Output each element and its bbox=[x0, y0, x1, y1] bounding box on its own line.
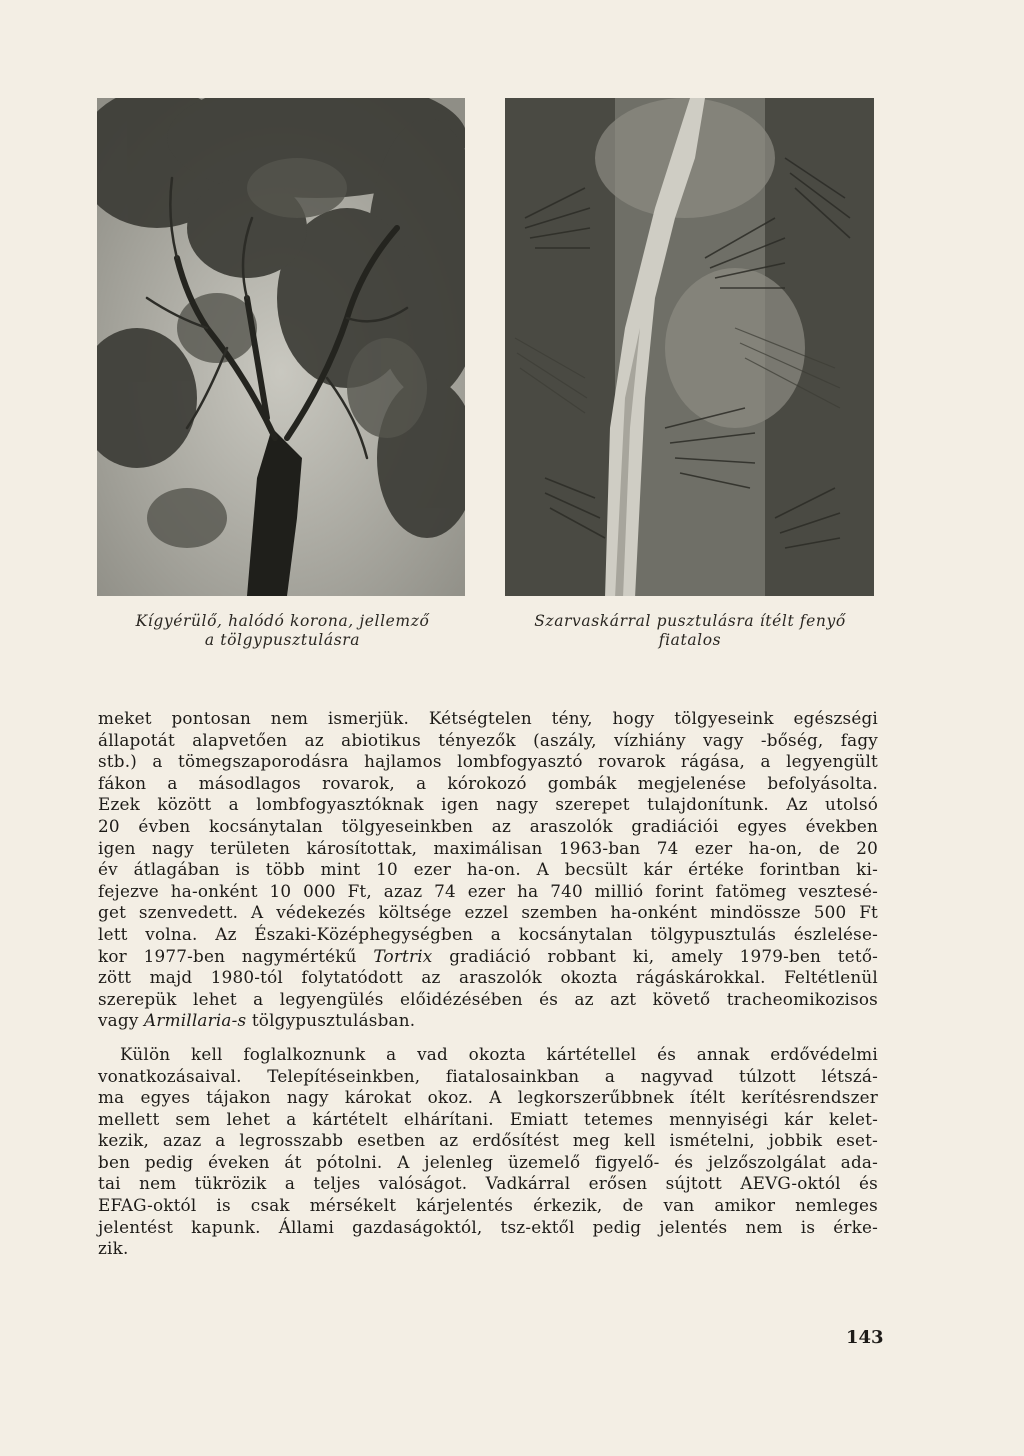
text-line: lett volna. Az Északi-Középhegységben a kocsánytalan tölgypusztulás észlelése- bbox=[98, 923, 878, 944]
text-line bbox=[98, 946, 878, 968]
paragraph-1 bbox=[98, 708, 878, 1032]
text-line: fejezve ha-onként 10 000 Ft, azaz 74 ezer ha 740 millió forint fatömeg vesztesé- bbox=[98, 880, 878, 901]
text-line: igen nagy területen károsítottak, maximálisan 1963-ban 74 ezer ha-on, de 20 bbox=[98, 837, 878, 858]
text-line: tai nem tükrözik a teljes valóságot. Vadkárral erősen sújtott AEVG-októl és bbox=[98, 1173, 878, 1194]
text-line: vonatkozásaival. Telepítéseinkben, fiatalosainkban a nagyvad túlzott létszá- bbox=[98, 1065, 878, 1086]
text-line bbox=[98, 1010, 878, 1032]
text-line: meket pontosan nem ismerjük. Kétségtelen tény, hogy tölgyeseink egészségi bbox=[98, 708, 878, 728]
text-line: get szenvedett. A védekezés költsége ezzel szemben ha-onként mindössze 500 Ft bbox=[98, 902, 878, 923]
text-line: ma egyes tájakon nagy károkat okoz. A legkorszerűbbnek ítélt kerítésrendszer bbox=[98, 1087, 878, 1108]
text-line: zött majd 1980-tól folytatódott az araszolók okozta rágáskárokkal. Feltétlenül bbox=[98, 967, 878, 988]
text-line: mellett sem lehet a kártételt elhárítani. Emiatt tetemes mennyiségi kár kelet- bbox=[98, 1108, 878, 1129]
text-line: stb.) a tömegszaporodásra hajlamos lombfogyasztó rovarok rágása, a legyengült bbox=[98, 751, 878, 772]
text-line: állapotát alapvetően az abiotikus tényezők (aszály, vízhiány vagy -bőség, fagy bbox=[98, 729, 878, 750]
text-fragment: vagy bbox=[98, 1010, 145, 1031]
caption-right-line1: Szarvaskárral pusztulásra ítélt fenyő bbox=[534, 612, 846, 630]
caption-left-line1: Kígyérülő, halódó korona, jellemző bbox=[135, 612, 430, 630]
text-fragment: tölgypusztulásban. bbox=[246, 1010, 416, 1031]
text-line: Külön kell foglalkoznunk a vad okozta kártétellel és annak erdővédelmi bbox=[120, 1043, 878, 1064]
paragraph-2 bbox=[98, 1044, 878, 1260]
page-number: 143 bbox=[846, 1327, 884, 1348]
text-line: Ezek között a lombfogyasztóknak igen nagy szerepet tulajdonítunk. Az utolsó bbox=[98, 794, 878, 815]
text-line: 20 évben kocsánytalan tölgyeseinkben az araszolók gradiációi egyes években bbox=[98, 815, 878, 836]
figure-caption-left bbox=[100, 612, 465, 650]
text-line: kezik, azaz a legrosszabb esetben az erdősítést meg kell ismételni, jobbik eset- bbox=[98, 1130, 878, 1151]
figure-caption-right bbox=[505, 612, 875, 650]
text-line: EFAG-októl is csak mérsékelt kárjelentés érkezik, de van amikor nemleges bbox=[98, 1195, 878, 1216]
species-tortrix: Tortrix bbox=[373, 945, 433, 966]
tree-photo-icon bbox=[97, 98, 465, 596]
species-armillaria: Armillaria-s bbox=[144, 1010, 247, 1031]
text-fragment: gradiáció robbant ki, amely 1979-ben tető- bbox=[432, 945, 878, 966]
text-line: fákon a másodlagos rovarok, a kórokozó gombák megjelenése befolyásolta. bbox=[98, 772, 878, 793]
caption-right-line2: fiatalos bbox=[658, 631, 722, 649]
text-line: ben pedig éveken át pótolni. A jelenleg üzemelő figyelő- és jelzőszolgálat ada- bbox=[98, 1151, 878, 1172]
pine-photo-icon bbox=[505, 98, 874, 596]
text-line: szerepük lehet a legyengülés előidézésében és az azt követő tracheomikozisos bbox=[98, 988, 878, 1009]
body-text bbox=[98, 708, 878, 1260]
text-line: zik. bbox=[98, 1238, 129, 1259]
pine-sapling-photo bbox=[505, 98, 874, 596]
text-fragment: kor 1977-ben nagymértékű bbox=[98, 945, 374, 966]
text-line: jelentést kapunk. Állami gazdaságoktól, tsz-ektől pedig jelentés nem is érke- bbox=[98, 1216, 878, 1237]
caption-left-line2: a tölgypusztulásra bbox=[204, 631, 361, 649]
oak-crown-photo bbox=[97, 98, 465, 596]
text-line: év átlagában is több mint 10 ezer ha-on. A becsült kár értéke forintban ki- bbox=[98, 859, 878, 880]
